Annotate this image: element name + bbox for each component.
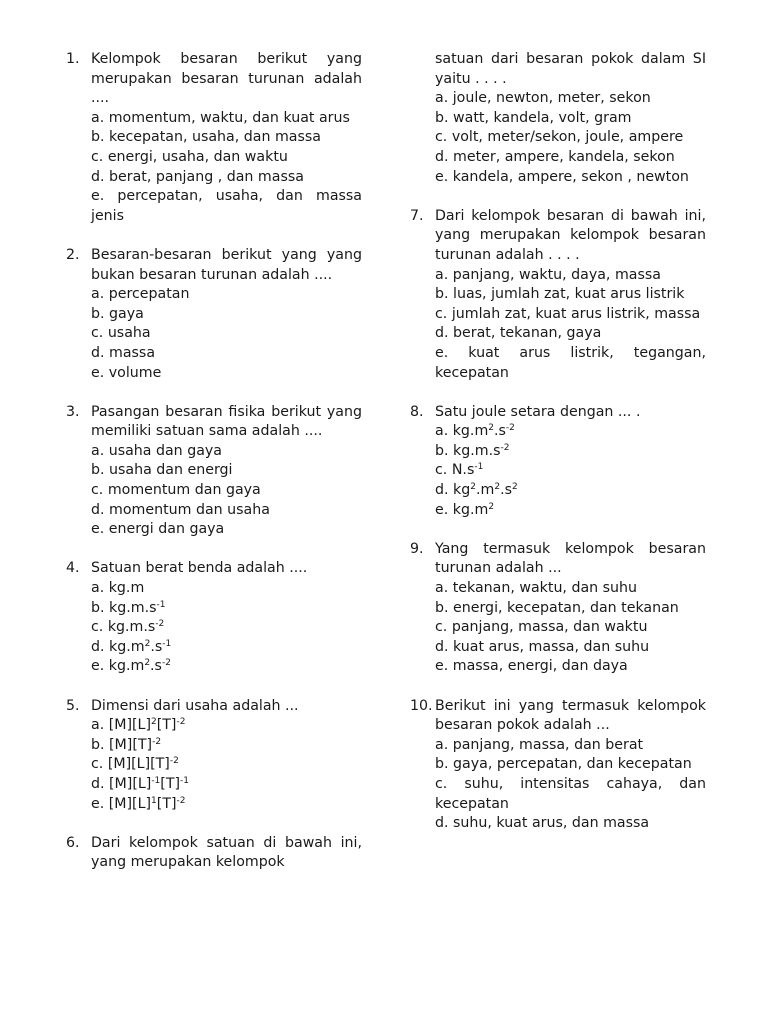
option-b: b. luas, jumlah zat, kuat arus listrik — [435, 286, 685, 303]
option-d: d. suhu, kuat arus, dan massa — [435, 815, 650, 832]
question-1 — [66, 50, 362, 226]
question-number: 9. — [410, 540, 424, 557]
option-b: b. $kg.m.s^{-1}$ — [91, 599, 166, 616]
option-b: b. usaha dan energi — [91, 462, 233, 479]
option-d: d. massa — [91, 344, 156, 361]
question-number: 7. — [410, 207, 424, 224]
right-column — [410, 50, 706, 853]
option-b: b. kecepatan, usaha, dan massa — [91, 129, 321, 146]
question-text: Dari kelompok besaran di bawah ini, yang merupakan kelompok besaran turunan adalah . . . . — [435, 207, 706, 263]
option-a: a. kg.m — [91, 580, 145, 597]
option-e: e. $kg.m^2$ — [435, 501, 495, 518]
option-b: b. gaya — [91, 305, 144, 322]
option-c: c. usaha — [91, 325, 151, 342]
option-b: b. energi, kecepatan, dan tekanan — [435, 599, 679, 616]
option-c: c. $kg.m.s^{-2}$ — [91, 619, 165, 636]
question-number: 2. — [66, 246, 80, 263]
question-text: Kelompok besaran berikut yang merupakan besaran turunan adalah .... — [91, 51, 362, 107]
option-c: c. suhu, intensitas cahaya, dan kecepatan — [435, 775, 706, 812]
question-number: 8. — [410, 403, 424, 420]
question-text: Pasangan besaran fisika berikut yang memiliki satuan sama adalah .... — [91, 403, 362, 440]
option-c: c. volt, meter/sekon, joule, ampere — [435, 129, 684, 146]
option-d: d. $kg.m^2.s^{-1}$ — [91, 638, 172, 655]
option-a: a. panjang, massa, dan berat — [435, 736, 644, 753]
question-text: Dari kelompok satuan di bawah ini, yang merupakan kelompok — [91, 834, 362, 871]
question-text: Yang termasuk kelompok besaran turunan adalah ... — [435, 540, 706, 577]
question-2 — [66, 246, 362, 383]
option-a: a. panjang, waktu, daya, massa — [435, 266, 661, 283]
question-3 — [66, 403, 362, 540]
question-6-continuation — [410, 50, 706, 187]
option-d: d. berat, panjang , dan massa — [91, 168, 304, 185]
question-text: Satuan berat benda adalah .... — [91, 560, 308, 577]
option-b: b. $[M][T]^{-2}$ — [91, 736, 162, 753]
question-number: 5. — [66, 697, 80, 714]
option-a: a. momentum, waktu, dan kuat arus — [91, 109, 350, 126]
option-a: a. tekanan, waktu, dan suhu — [435, 580, 638, 597]
question-number: 1. — [66, 51, 80, 67]
option-a: a. joule, newton, meter, sekon — [435, 90, 651, 107]
option-e: e. volume — [91, 364, 162, 381]
option-e: e. kandela, ampere, sekon , newton — [435, 168, 689, 185]
option-d: d. $kg^2.m^2.s^2$ — [435, 482, 518, 499]
option-d: d. momentum dan usaha — [91, 501, 270, 518]
option-d: d. meter, ampere, kandela, sekon — [435, 148, 675, 165]
question-number: 6. — [66, 834, 80, 851]
question-5 — [66, 697, 362, 815]
question-number: 10. — [410, 697, 433, 714]
question-text: Berikut ini yang termasuk kelompok besaran pokok adalah ... — [435, 697, 706, 734]
option-d: d. berat, tekanan, gaya — [435, 325, 602, 342]
option-d: d. kuat arus, massa, dan suhu — [435, 638, 650, 655]
option-c: c. momentum dan gaya — [91, 482, 261, 499]
question-text: Besaran-besaran berikut yang yang bukan besaran turunan adalah .... — [91, 246, 362, 283]
question-text: Satu joule setara dengan ... . — [435, 403, 641, 420]
option-c: c. jumlah zat, kuat arus listrik, massa — [435, 305, 701, 322]
left-column — [66, 50, 362, 893]
question-7 — [410, 207, 706, 383]
question-text-continued: satuan dari besaran pokok dalam SI yaitu . . . . — [435, 51, 706, 87]
option-e: e. percepatan, usaha, dan massa jenis — [91, 188, 362, 224]
option-e: e. kuat arus listrik, tegangan, kecepatan — [435, 344, 706, 381]
question-6 — [66, 834, 362, 873]
option-c: c. panjang, massa, dan waktu — [435, 619, 648, 636]
option-d: d. $[M][L]^{-1}[T]^{-1}$ — [91, 775, 190, 792]
option-a: a. percepatan — [91, 286, 190, 303]
question-number: 3. — [66, 403, 80, 420]
question-text: Dimensi dari usaha adalah ... — [91, 697, 299, 714]
option-a: a. usaha dan gaya — [91, 442, 222, 459]
option-a: a. $kg.m^2.s^{-2}$ — [435, 423, 515, 440]
option-c: c. $N.s^{-1}$ — [435, 462, 484, 479]
question-4 — [66, 559, 362, 677]
question-8 — [410, 403, 706, 521]
option-a: a. $[M][L]^2[T]^{-2}$ — [91, 717, 186, 734]
question-9 — [410, 540, 706, 677]
option-e: e. $[M][L]^1[T]^{-2}$ — [91, 795, 186, 812]
option-c: c. $[M][L][T]^{-2}$ — [91, 756, 179, 773]
option-b: b. gaya, percepatan, dan kecepatan — [435, 756, 692, 773]
question-number: 4. — [66, 560, 80, 577]
option-c: c. energi, usaha, dan waktu — [91, 148, 288, 165]
option-b: b. watt, kandela, volt, gram — [435, 109, 632, 126]
option-e: e. energi dan gaya — [91, 521, 225, 538]
option-e: e. massa, energi, dan daya — [435, 658, 628, 675]
option-e: e. $kg.m^2.s^{-2}$ — [91, 658, 171, 675]
option-b: b. $kg.m.s^{-2}$ — [435, 442, 510, 459]
question-10 — [410, 697, 706, 834]
